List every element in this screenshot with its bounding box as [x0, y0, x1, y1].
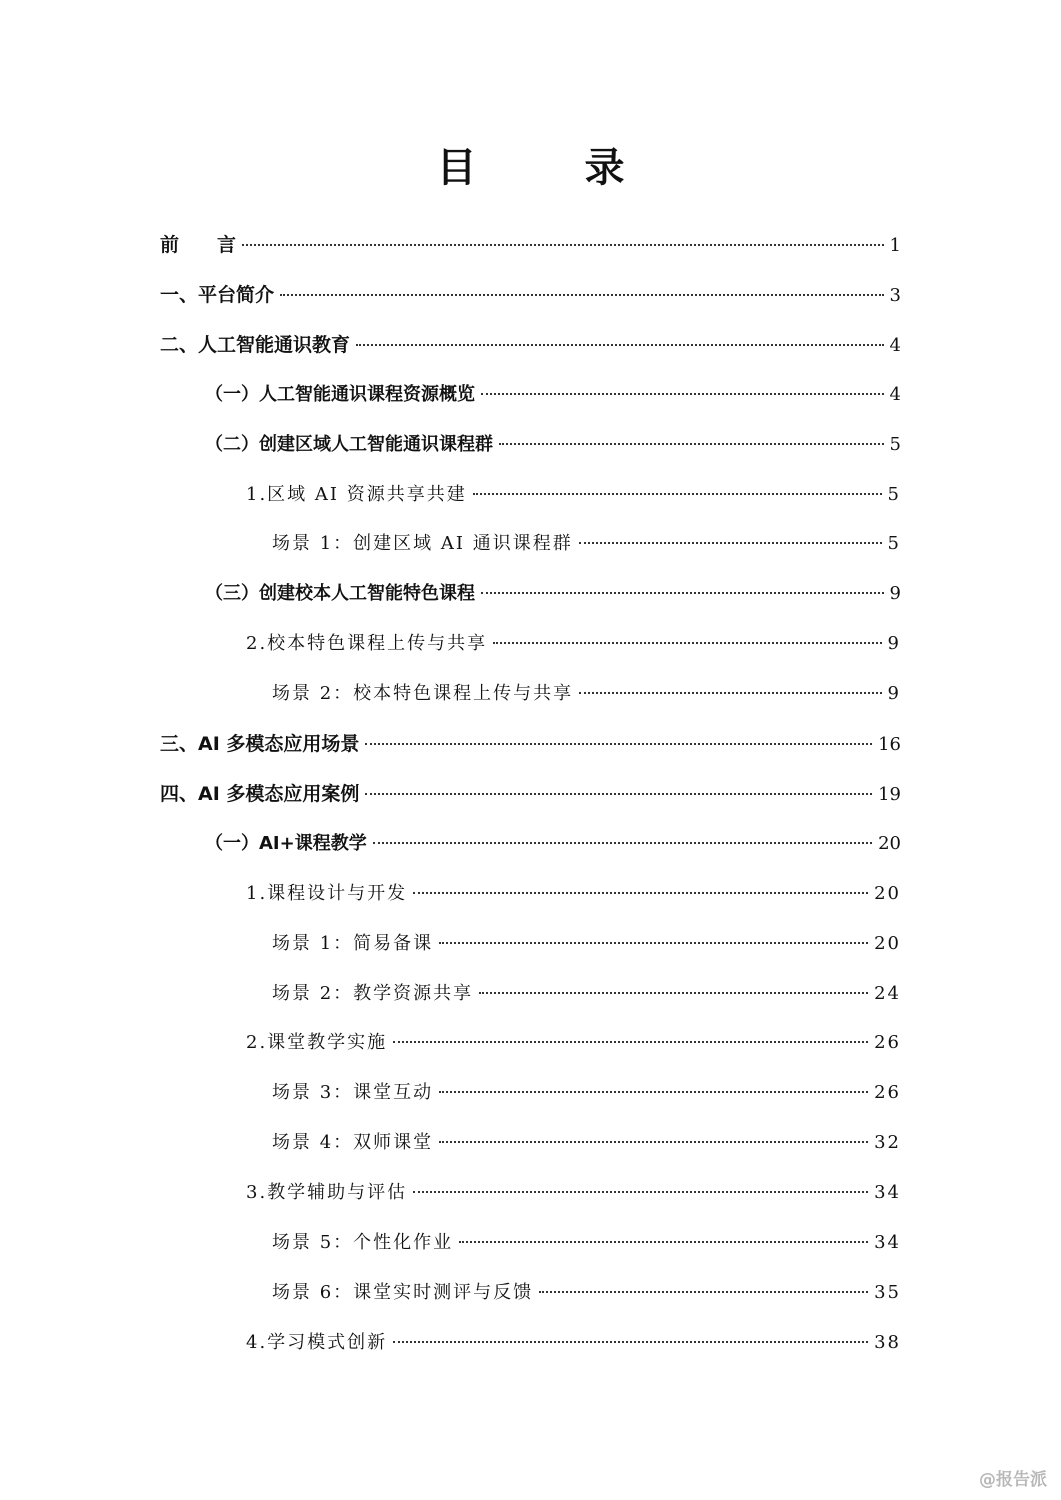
toc-entry-label: 4.学习模式创新: [246, 1331, 388, 1353]
dot-leader: [479, 992, 868, 994]
toc-entry[interactable]: [272, 978, 901, 1010]
toc-entry-label: 场景 2：校本特色课程上传与共享: [272, 683, 574, 705]
dot-leader: [365, 743, 872, 745]
toc-entry-page-number: 5: [889, 433, 901, 455]
toc-entry-page-number: 9: [887, 683, 901, 705]
toc-entry[interactable]: [246, 1177, 901, 1209]
dot-leader: [439, 1091, 868, 1093]
toc-entry-label: 1.课程设计与开发: [246, 882, 408, 904]
dot-leader: [393, 1041, 868, 1043]
toc-entry[interactable]: [272, 1227, 901, 1259]
toc-entry-page-number: 9: [889, 583, 901, 605]
toc-entry-label: （二）创建区域人工智能通识课程群: [205, 433, 493, 455]
toc-entry-page-number: 3: [889, 284, 901, 306]
toc-entry-label: 三、AI 多模态应用场景: [160, 733, 360, 755]
toc-entry-page-number: 5: [887, 483, 901, 505]
toc-entry[interactable]: [246, 1027, 901, 1059]
watermark-logo: @报告派: [979, 1470, 1047, 1490]
toc-entry-page-number: 4: [889, 334, 901, 356]
toc-entry-label: 2.校本特色课程上传与共享: [246, 633, 488, 655]
toc-entry-page-number: 16: [878, 734, 901, 755]
toc-entry-page-number: 1: [889, 235, 901, 256]
toc-entry-label: （一）人工智能通识课程资源概览: [205, 383, 475, 405]
dot-leader: [499, 443, 884, 445]
toc-entry-page-number: 26: [874, 1032, 901, 1054]
toc-entry-label: 场景 5：个性化作业: [272, 1232, 454, 1253]
dot-leader: [393, 1341, 868, 1343]
toc-entry-label: 四、AI 多模态应用案例: [160, 782, 360, 805]
toc-entry[interactable]: [246, 878, 901, 910]
toc-entry[interactable]: [205, 578, 901, 610]
toc-entry-page-number: 5: [887, 533, 901, 555]
toc-entry[interactable]: [160, 229, 901, 261]
toc-entry-page-number: 26: [874, 1082, 901, 1104]
toc-entry-label: （三）创建校本人工智能特色课程: [205, 583, 475, 605]
dot-leader: [481, 393, 884, 395]
page-title: 目 录: [436, 145, 659, 191]
dot-leader: [413, 892, 868, 894]
toc-entry-page-number: 34: [874, 1182, 901, 1204]
dot-leader: [439, 942, 868, 944]
toc-entry-page-number: 20: [878, 832, 901, 854]
dot-leader: [413, 1191, 868, 1193]
toc-entry[interactable]: [272, 1127, 901, 1159]
toc-entry[interactable]: [160, 279, 901, 311]
toc-entry-label: 场景 1：简易备课: [272, 932, 434, 954]
toc-entry-label: 场景 1：创建区域 AI 通识课程群: [272, 533, 573, 555]
toc-entry-label: 场景 4：双师课堂: [272, 1132, 434, 1154]
toc-entry[interactable]: [272, 678, 901, 710]
dot-leader: [473, 493, 882, 495]
toc-entry-label: （一）AI+课程教学: [205, 832, 367, 854]
dot-leader: [373, 842, 872, 844]
toc-entry[interactable]: [246, 1327, 901, 1359]
toc-entry-page-number: 34: [874, 1232, 901, 1253]
toc-entry-label: 场景 2：教学资源共享: [272, 982, 474, 1004]
toc-entry-page-number: 32: [874, 1132, 901, 1154]
dot-leader: [439, 1141, 868, 1143]
toc-entry[interactable]: [160, 728, 901, 760]
dot-leader: [242, 244, 884, 246]
toc-entry-label: 场景 6：课堂实时测评与反馈: [272, 1281, 534, 1303]
dot-leader: [579, 692, 881, 694]
toc-entry-label: 一、平台简介: [160, 283, 275, 306]
toc-entry-label: 3.教学辅助与评估: [246, 1182, 408, 1204]
toc-entry-label: 2.课堂教学实施: [246, 1032, 388, 1054]
toc-entry-page-number: 20: [874, 882, 901, 904]
toc-entry[interactable]: [246, 479, 901, 511]
dot-leader: [539, 1291, 868, 1293]
toc-entry-page-number: 24: [874, 982, 901, 1004]
toc-entry[interactable]: [205, 429, 901, 461]
toc-entry-page-number: 19: [878, 783, 901, 805]
toc-entry[interactable]: [160, 329, 901, 361]
toc-entry[interactable]: [205, 379, 901, 411]
toc-entry-page-number: 38: [874, 1331, 901, 1353]
dot-leader: [459, 1241, 868, 1243]
dot-leader: [280, 294, 884, 296]
toc-entry[interactable]: [272, 1077, 901, 1109]
toc-entry-label: 前 言: [160, 234, 237, 256]
toc-entry[interactable]: [160, 778, 901, 810]
toc-entry-page-number: 9: [887, 633, 901, 655]
toc-entry-page-number: 20: [874, 932, 901, 954]
toc-entry[interactable]: [272, 1277, 901, 1309]
toc-entry[interactable]: [246, 628, 901, 660]
toc-entry-label: 场景 3：课堂互动: [272, 1082, 434, 1104]
toc-entry[interactable]: [272, 928, 901, 960]
dot-leader: [356, 344, 884, 346]
toc-entry-label: 1.区域 AI 资源共享共建: [246, 483, 467, 505]
toc-entry[interactable]: [272, 528, 901, 560]
toc-entry[interactable]: [205, 828, 901, 860]
dot-leader: [481, 592, 884, 594]
dot-leader: [579, 542, 882, 544]
toc-entry-label: 二、人工智能通识教育: [160, 333, 351, 356]
toc-entry-page-number: 4: [889, 383, 901, 405]
dot-leader: [493, 642, 881, 644]
dot-leader: [365, 793, 872, 795]
toc-entry-page-number: 35: [874, 1281, 901, 1303]
